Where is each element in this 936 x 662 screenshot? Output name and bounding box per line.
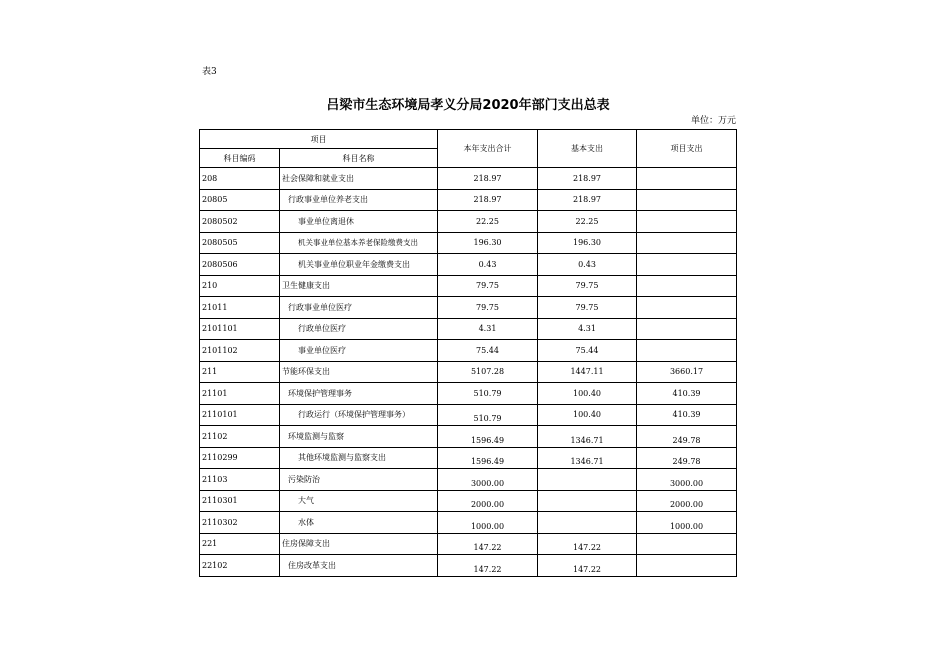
row-code: 221 (200, 533, 280, 555)
row-basic: 147.22 (538, 533, 637, 555)
row-basic: 22.25 (538, 211, 637, 233)
row-project (637, 318, 737, 340)
row-project: 3000.00 (637, 469, 737, 491)
row-code: 21101 (200, 383, 280, 405)
row-basic (538, 490, 637, 512)
row-basic: 79.75 (538, 297, 637, 319)
row-project: 249.78 (637, 426, 737, 448)
header-code: 科目编码 (200, 149, 280, 168)
row-project (637, 533, 737, 555)
row-name: 机关事业单位基本养老保险缴费支出 (280, 232, 438, 254)
row-name: 行政运行（环境保护管理事务） (280, 404, 438, 426)
row-name: 节能环保支出 (280, 361, 438, 383)
row-total: 147.22 (438, 555, 538, 577)
row-project: 2000.00 (637, 490, 737, 512)
table-row (200, 426, 737, 448)
row-project: 3660.17 (637, 361, 737, 383)
row-project (637, 340, 737, 362)
row-total: 3000.00 (438, 469, 538, 491)
row-code: 2080502 (200, 211, 280, 233)
row-project (637, 555, 737, 577)
table-row (200, 555, 737, 577)
table-row (200, 318, 737, 340)
table-row (200, 275, 737, 297)
row-total: 75.44 (438, 340, 538, 362)
row-total: 510.79 (438, 383, 538, 405)
row-basic: 1346.71 (538, 426, 637, 448)
row-total: 5107.28 (438, 361, 538, 383)
unit-label: 单位：万元 (690, 116, 736, 126)
row-total: 1596.49 (438, 426, 538, 448)
row-total: 1000.00 (438, 512, 538, 534)
row-project: 410.39 (637, 383, 737, 405)
table-row (200, 232, 737, 254)
row-total: 4.31 (438, 318, 538, 340)
row-code: 2110299 (200, 447, 280, 469)
row-code: 2110301 (200, 490, 280, 512)
row-name: 水体 (280, 512, 438, 534)
row-name: 环境保护管理事务 (280, 383, 438, 405)
table-row (200, 512, 737, 534)
row-project: 1000.00 (637, 512, 737, 534)
row-basic: 218.97 (538, 189, 637, 211)
row-name: 污染防治 (280, 469, 438, 491)
row-basic: 4.31 (538, 318, 637, 340)
row-project (637, 297, 737, 319)
header-name: 科目名称 (280, 149, 438, 168)
table-number: 表3 (202, 67, 217, 77)
row-basic: 100.40 (538, 383, 637, 405)
row-code: 210 (200, 275, 280, 297)
row-total: 0.43 (438, 254, 538, 276)
table-row (200, 189, 737, 211)
row-name: 住房改革支出 (280, 555, 438, 577)
row-basic: 147.22 (538, 555, 637, 577)
row-basic: 79.75 (538, 275, 637, 297)
row-name: 行政事业单位医疗 (280, 297, 438, 319)
row-basic: 1346.71 (538, 447, 637, 469)
row-total: 1596.49 (438, 447, 538, 469)
table-row (200, 383, 737, 405)
row-total: 510.79 (438, 404, 538, 426)
header-item: 项目 (200, 130, 438, 149)
row-code: 21011 (200, 297, 280, 319)
table-row (200, 447, 737, 469)
row-total: 218.97 (438, 168, 538, 190)
row-name: 行政单位医疗 (280, 318, 438, 340)
row-project (637, 232, 737, 254)
row-name: 环境监测与监察 (280, 426, 438, 448)
row-basic: 218.97 (538, 168, 637, 190)
header-basic: 基本支出 (538, 130, 637, 168)
row-code: 2080506 (200, 254, 280, 276)
row-code: 21102 (200, 426, 280, 448)
row-name: 住房保障支出 (280, 533, 438, 555)
expenditure-table (199, 129, 737, 577)
row-name: 事业单位医疗 (280, 340, 438, 362)
row-code: 2110101 (200, 404, 280, 426)
row-name: 事业单位离退休 (280, 211, 438, 233)
header-total: 本年支出合计 (438, 130, 538, 168)
row-total: 196.30 (438, 232, 538, 254)
row-code: 2080505 (200, 232, 280, 254)
row-total: 22.25 (438, 211, 538, 233)
table-row (200, 533, 737, 555)
table-row (200, 361, 737, 383)
row-project (637, 189, 737, 211)
row-code: 22102 (200, 555, 280, 577)
header-project: 项目支出 (637, 130, 737, 168)
table-row (200, 168, 737, 190)
row-project (637, 254, 737, 276)
page-title: 吕梁市生态环境局孝义分局2020年部门支出总表 (326, 98, 610, 113)
row-total: 79.75 (438, 275, 538, 297)
table-row (200, 404, 737, 426)
row-project (637, 275, 737, 297)
row-code: 2101102 (200, 340, 280, 362)
row-code: 2101101 (200, 318, 280, 340)
row-basic (538, 469, 637, 491)
row-total: 79.75 (438, 297, 538, 319)
row-code: 208 (200, 168, 280, 190)
row-basic: 75.44 (538, 340, 637, 362)
table-row (200, 340, 737, 362)
row-basic: 100.40 (538, 404, 637, 426)
row-project (637, 211, 737, 233)
row-code: 21103 (200, 469, 280, 491)
row-code: 2110302 (200, 512, 280, 534)
row-name: 机关事业单位职业年金缴费支出 (280, 254, 438, 276)
table-row (200, 469, 737, 491)
table-row (200, 254, 737, 276)
row-name: 大气 (280, 490, 438, 512)
row-basic: 0.43 (538, 254, 637, 276)
row-name: 社会保障和就业支出 (280, 168, 438, 190)
row-code: 211 (200, 361, 280, 383)
row-total: 2000.00 (438, 490, 538, 512)
row-total: 147.22 (438, 533, 538, 555)
row-name: 其他环境监测与监察支出 (280, 447, 438, 469)
row-project: 249.78 (637, 447, 737, 469)
row-basic (538, 512, 637, 534)
table-row (200, 297, 737, 319)
row-code: 20805 (200, 189, 280, 211)
row-basic: 1447.11 (538, 361, 637, 383)
row-name: 行政事业单位养老支出 (280, 189, 438, 211)
row-project: 410.39 (637, 404, 737, 426)
row-basic: 196.30 (538, 232, 637, 254)
row-name: 卫生健康支出 (280, 275, 438, 297)
table-row (200, 490, 737, 512)
table-row (200, 211, 737, 233)
row-project (637, 168, 737, 190)
row-total: 218.97 (438, 189, 538, 211)
